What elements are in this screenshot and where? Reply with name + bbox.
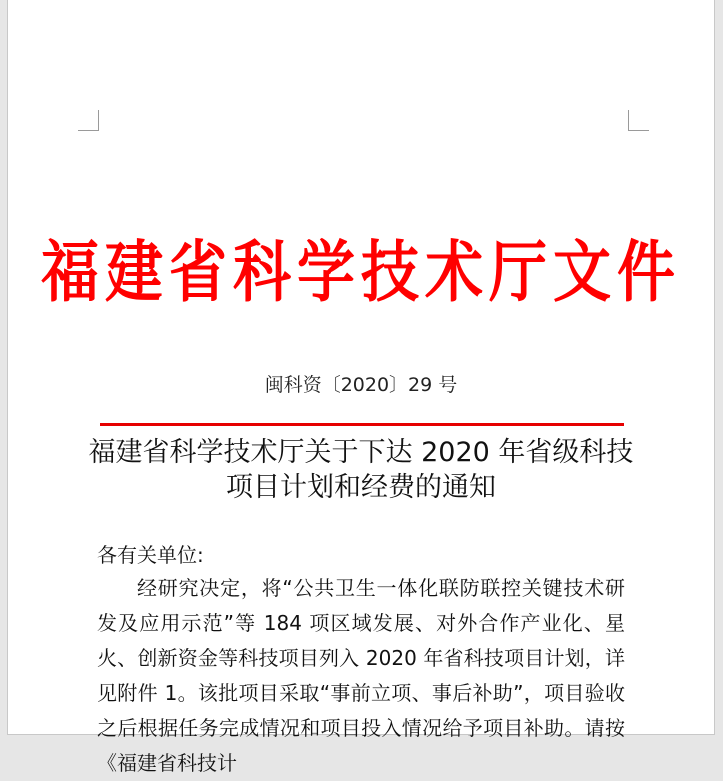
document-header-title: 福建省科学技术厅文件 [40, 232, 681, 312]
document-number: 闽科资〔2020〕29 号 [264, 374, 458, 396]
body-paragraph: 经研究决定，将“公共卫生一体化联防联控关键技术研发及应用示范”等 184 项区域发展、对外合作产业化、星火、创新资金等科技项目列入 2020 年省科技项目计划，详见附件 1。该批项目采取“事前立项、事后补助”，项目验收之后根据任务完成情况和项目投入情况给予项目补助。请按《福建省科技计 [97, 576, 625, 775]
document-page [8, 0, 714, 775]
red-divider [100, 423, 624, 426]
crop-mark-right [628, 110, 649, 131]
salutation: 各有关单位: [97, 543, 204, 567]
crop-mark-left [78, 110, 99, 131]
notice-title: 福建省科学技术厅关于下达 2020 年省级科技项目计划和经费的通知 [88, 437, 634, 503]
